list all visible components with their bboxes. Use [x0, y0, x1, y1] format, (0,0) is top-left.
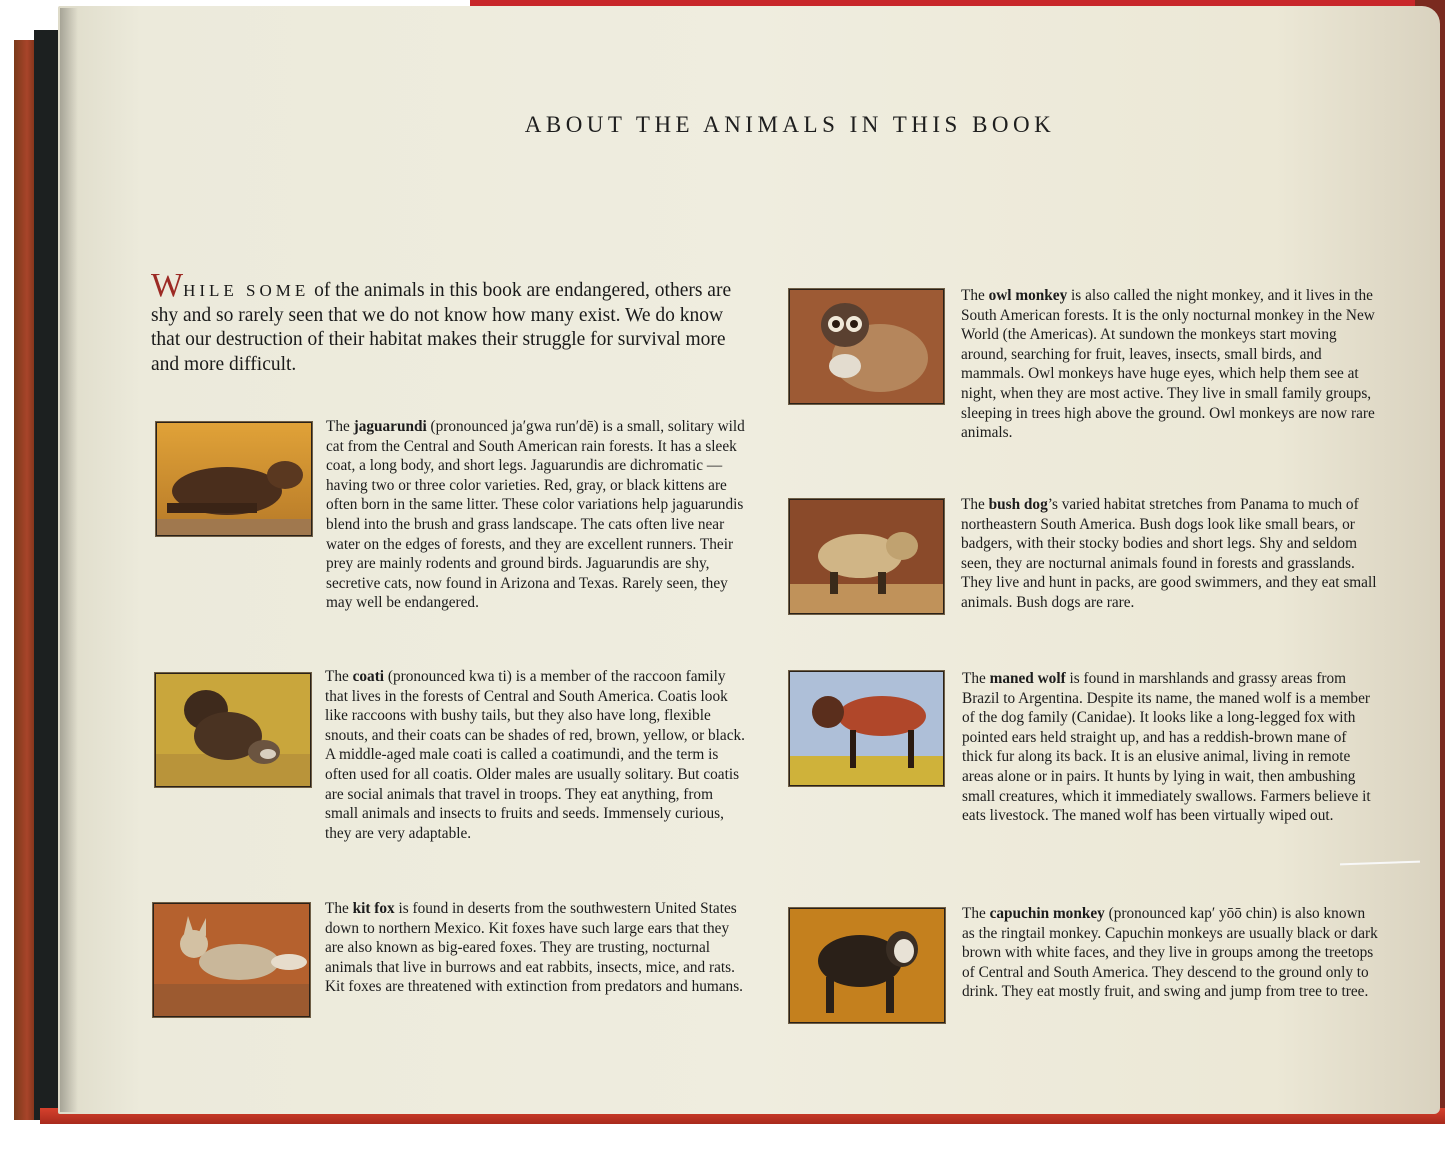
drop-cap: W: [151, 267, 184, 304]
jaguarundi-illustration: [156, 422, 312, 536]
entry-animal-name: maned wolf: [989, 670, 1066, 687]
entry-animal-name: owl monkey: [988, 287, 1068, 304]
gutter-shadow: [60, 8, 78, 1112]
entry-owl-monkey: The owl monkey is also called the night monkey, and it lives in the South American forests. It is the only nocturnal monkey in the New World (the Americas). At sundown the monkeys start moving around, searching for fruit, leaves, insects, small birds, and mammals. Owl monkeys have huge eyes, which help them see at night, when they are most active. They live in small family groups, sleeping in trees high above the ground. Owl monkeys are now rare animals.: [961, 287, 1375, 442]
entry-animal-name: bush dog: [988, 496, 1048, 513]
entry-jaguarundi: The jaguarundi (pronounced ja′gwa run′dē) is a small, solitary wild cat from the Central and South American rain forests. It has a sleek coat, a long body, and short legs. Jaguarundis are dichromatic — having two or three color varieties. Red, gray, or black kittens are often born in the same litter. These color variations help jaguarundis blend into the brush and grass landscape. The cats often live near water on the edges of forests, and they are excellent runners. Their prey are mainly rodents and ground birds. Jaguarundis are shy, secretive cats, now found in Arizona and Texas. Rarely seen, they may well be endangered.: [326, 418, 745, 612]
bush-dog-illustration: [789, 499, 944, 614]
entry-capuchin-monkey: The capuchin monkey (pronounced kap′ yōō chin) is also known as the ringtail monkey. Capuchin monkeys are usually black or dark brown with white faces, and they live in groups among the treetops of Central and South America. They descend to the ground only to drink. They eat mostly fruit, and swing and jump from tree to tree.: [962, 905, 1378, 1001]
capuchin-monkey-illustration: [789, 908, 945, 1023]
owl-monkey-illustration: [789, 289, 944, 404]
entry-animal-name: jaguarundi: [353, 418, 427, 435]
intro-paragraph: [151, 267, 751, 377]
entry-kit-fox: The kit fox is found in deserts from the southwestern United States down to northern Mexico. Kit foxes have such large ears that they are also known as big-eared foxes. They are trusting, nocturnal animals that live in burrows and eat rabbits, insects, mice, and rats. Kit foxes are threatened with extinction from predators and humans.: [325, 900, 743, 996]
entry-bush-dog: The bush dog’s varied habitat stretches from Panama to much of northeastern South America. Bush dogs look like small bears, or badgers, with their stocky bodies and short legs. Shy and seldom seen, they are nocturnal animals found in forests and grasslands. They live and hunt in packs, are good swimmers, and they eat small animals. Bush dogs are rare.: [961, 496, 1377, 611]
page-title: ABOUT THE ANIMALS IN THIS BOOK: [524, 112, 1056, 137]
entry-animal-name: kit fox: [352, 900, 395, 917]
entry-maned-wolf: The maned wolf is found in marshlands and grassy areas from Brazil to Argentina. Despite its name, the maned wolf is a member of the dog family (Canidae). It looks like a long-legged fox with pointed ears held straight up, and has a reddish-brown mane of thick fur along its back. It is an elusive animal, living in remote areas alone or in pairs. It hunts by lying in wait, then ambushing small creatures, which it immediately swallows. Farmers believe it eats livestock. The maned wolf has been virtually wiped out.: [962, 670, 1371, 825]
entry-coati: The coati (pronounced kwa ti) is a member of the raccoon family that lives in the forests of Central and South America. Coatis look like raccoons with bushy tails, but they also have long, flexible snouts, and their coats can be shades of red, brown, yellow, or black. A middle-aged male coati is called a coatimundi, and the term is often used for all coatis. Older males are usually solitary. But coatis are social animals that travel in troops. They eat anything, from small animals and insects to fruits and seeds. Immensely curious, they are very adaptable.: [325, 668, 745, 842]
kit-fox-illustration: [153, 903, 310, 1017]
entry-animal-name: coati: [352, 668, 385, 685]
entry-animal-name: capuchin monkey: [989, 905, 1105, 922]
coati-illustration: [155, 673, 311, 787]
intro-text: of the animals in this book are endangered, others are shy and so rarely seen that we do not know how many exist. We do know that our destruction of their habitat makes their struggle for survival more and more difficult.: [151, 280, 732, 375]
maned-wolf-illustration: [789, 671, 944, 786]
intro-smallcaps: HILE SOME: [183, 281, 310, 300]
